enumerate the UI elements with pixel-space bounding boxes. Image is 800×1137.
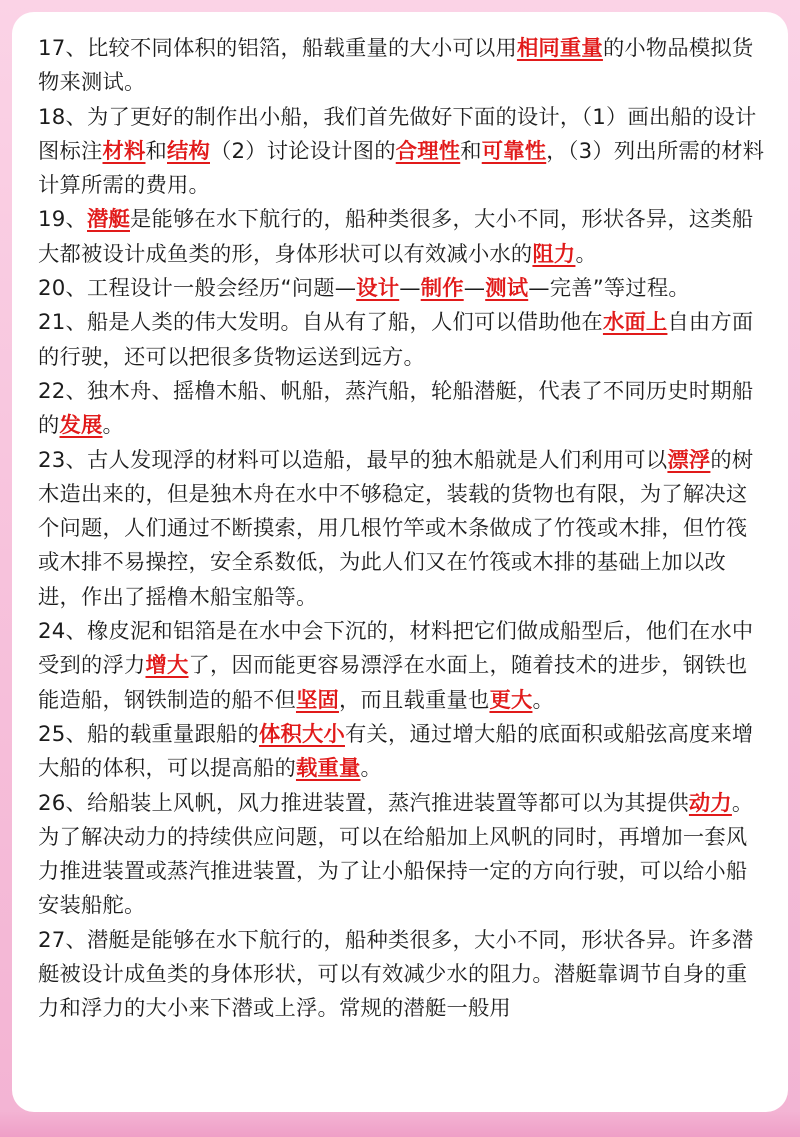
paragraph-26 xyxy=(38,787,766,924)
text-segment: 19、 xyxy=(38,207,87,233)
keyword-answer: 测试 xyxy=(485,276,529,302)
text-segment: ，而且载重量也 xyxy=(338,687,490,713)
paragraph-24 xyxy=(38,615,766,718)
keyword-answer: 发展 xyxy=(59,413,103,439)
bottom-strip xyxy=(0,1112,800,1137)
text-segment: 27、潜艇是能够在水下航行的，船种类很多，大小不同，形状各异。许多潜艇被设计成鱼类的身体形状，可以有效减少水的阻力。潜艇靠调节自身的重力和浮力的大小来下潜或上浮。常规的潜艇一般用 xyxy=(38,927,754,1022)
keyword-answer: 制作 xyxy=(420,276,464,302)
text-segment: 20、工程设计一般会经历“问题— xyxy=(38,276,357,302)
text-segment: 和 xyxy=(460,138,482,164)
text-segment: 的树木造出来的，但是独木舟在水中不够稳定，装载的货物也有限，为了解决这个问题，人们通过不断摸索，用几根竹竿或木条做成了竹筏或木排，但竹筏或木排不易操控，安全系数低，为此人们又在竹筏或木排的基础上加以改进，作出了摇橹木船宝船等。 xyxy=(38,447,754,610)
paragraph-27 xyxy=(38,924,766,1027)
text-segment: — xyxy=(463,276,486,302)
text-segment: 23、古人发现浮的材料可以造船，最早的独木船就是人们利用可以 xyxy=(38,447,668,473)
keyword-answer: 潜艇 xyxy=(87,207,130,233)
text-segment: 。 xyxy=(102,413,124,439)
keyword-answer: 可靠性 xyxy=(481,138,547,164)
text-segment: 是能够在水下航行的，船种类很多，大小不同，形状各异，这类船大都被设计成鱼类的形，身体形状可以有效减小水的 xyxy=(38,207,754,267)
text-segment: 21、船是人类的伟大发明。自从有了船，人们可以借助他在 xyxy=(38,310,603,336)
text-segment: 24、橡皮泥和铝箔是在水中会下沉的，材料把它们做成船型后，他们在水中受到的浮力 xyxy=(38,619,754,679)
text-segment: 26、给船装上风帆，风力推进装置，蒸汽推进装置等都可以为其提供 xyxy=(38,790,689,816)
text-segment: 。为了解决动力的持续供应问题，可以在给船加上风帆的同时，再增加一套风力推进装置或蒸汽推进装置，为了让小船保持一定的方向行驶，可以给小船安装船舵。 xyxy=(38,790,754,919)
text-segment: 18、为了更好的制作出小船，我们首先做好下面的设计，（1）画出船的设计图标注 xyxy=(38,104,757,164)
text-segment: 自由方面的行驶，还可以把很多货物运送到远方。 xyxy=(38,310,754,370)
keyword-answer: 结构 xyxy=(167,138,210,164)
text-segment: — xyxy=(399,276,421,302)
keyword-answer: 漂浮 xyxy=(667,447,711,473)
text-segment: （2）讨论设计图的 xyxy=(210,138,396,164)
paragraph-23 xyxy=(38,444,766,615)
text-segment: 了，因而能更容易漂浮在水面上，随着技术的进步，钢铁也能造船，钢铁制造的船不但 xyxy=(38,653,748,713)
paragraph-17 xyxy=(38,32,766,101)
text-segment: 17、比较不同体积的铝箔，船载重量的大小可以用 xyxy=(38,36,517,61)
keyword-answer: 载重量 xyxy=(295,756,361,782)
text-segment: 的小物品模拟货物来测试。 xyxy=(38,36,754,96)
text-segment: 有关，通过增大船的底面积或船弦高度来增大船的体积，可以提高船的 xyxy=(38,721,754,782)
keyword-answer: 设计 xyxy=(356,276,400,302)
keyword-answer: 水面上 xyxy=(602,310,668,336)
text-segment: 25、船的载重量跟船的 xyxy=(38,721,259,747)
content-card xyxy=(12,12,788,1112)
keyword-answer: 动力 xyxy=(688,790,732,816)
paragraph-20 xyxy=(38,272,766,306)
keyword-answer: 更大 xyxy=(489,687,533,713)
text-segment: 和 xyxy=(145,138,167,164)
keyword-answer: 坚固 xyxy=(295,687,339,713)
text-segment: —完善”等过程。 xyxy=(528,276,690,302)
text-segment: ，（3）列出所需的材料计算所需的费用。 xyxy=(38,138,765,199)
text-segment: 。 xyxy=(575,241,597,267)
keyword-answer: 材料 xyxy=(102,138,146,164)
keyword-answer: 合理性 xyxy=(395,138,461,164)
text-segment: 。 xyxy=(532,687,554,713)
text-segment: 22、独木舟、摇橹木船、帆船，蒸汽船，轮船潜艇，代表了不同历史时期船的 xyxy=(38,378,754,439)
text-segment: 。 xyxy=(360,756,382,782)
keyword-answer: 增大 xyxy=(145,653,189,679)
paragraph-25 xyxy=(38,718,766,787)
paragraph-21 xyxy=(38,306,766,375)
paragraph-list xyxy=(38,32,766,1027)
keyword-answer: 阻力 xyxy=(532,241,576,267)
keyword-answer: 体积大小 xyxy=(258,721,345,747)
keyword-answer: 相同重量 xyxy=(516,36,603,61)
paragraph-19 xyxy=(38,203,766,272)
paragraph-22 xyxy=(38,375,766,444)
paragraph-18 xyxy=(38,101,766,204)
